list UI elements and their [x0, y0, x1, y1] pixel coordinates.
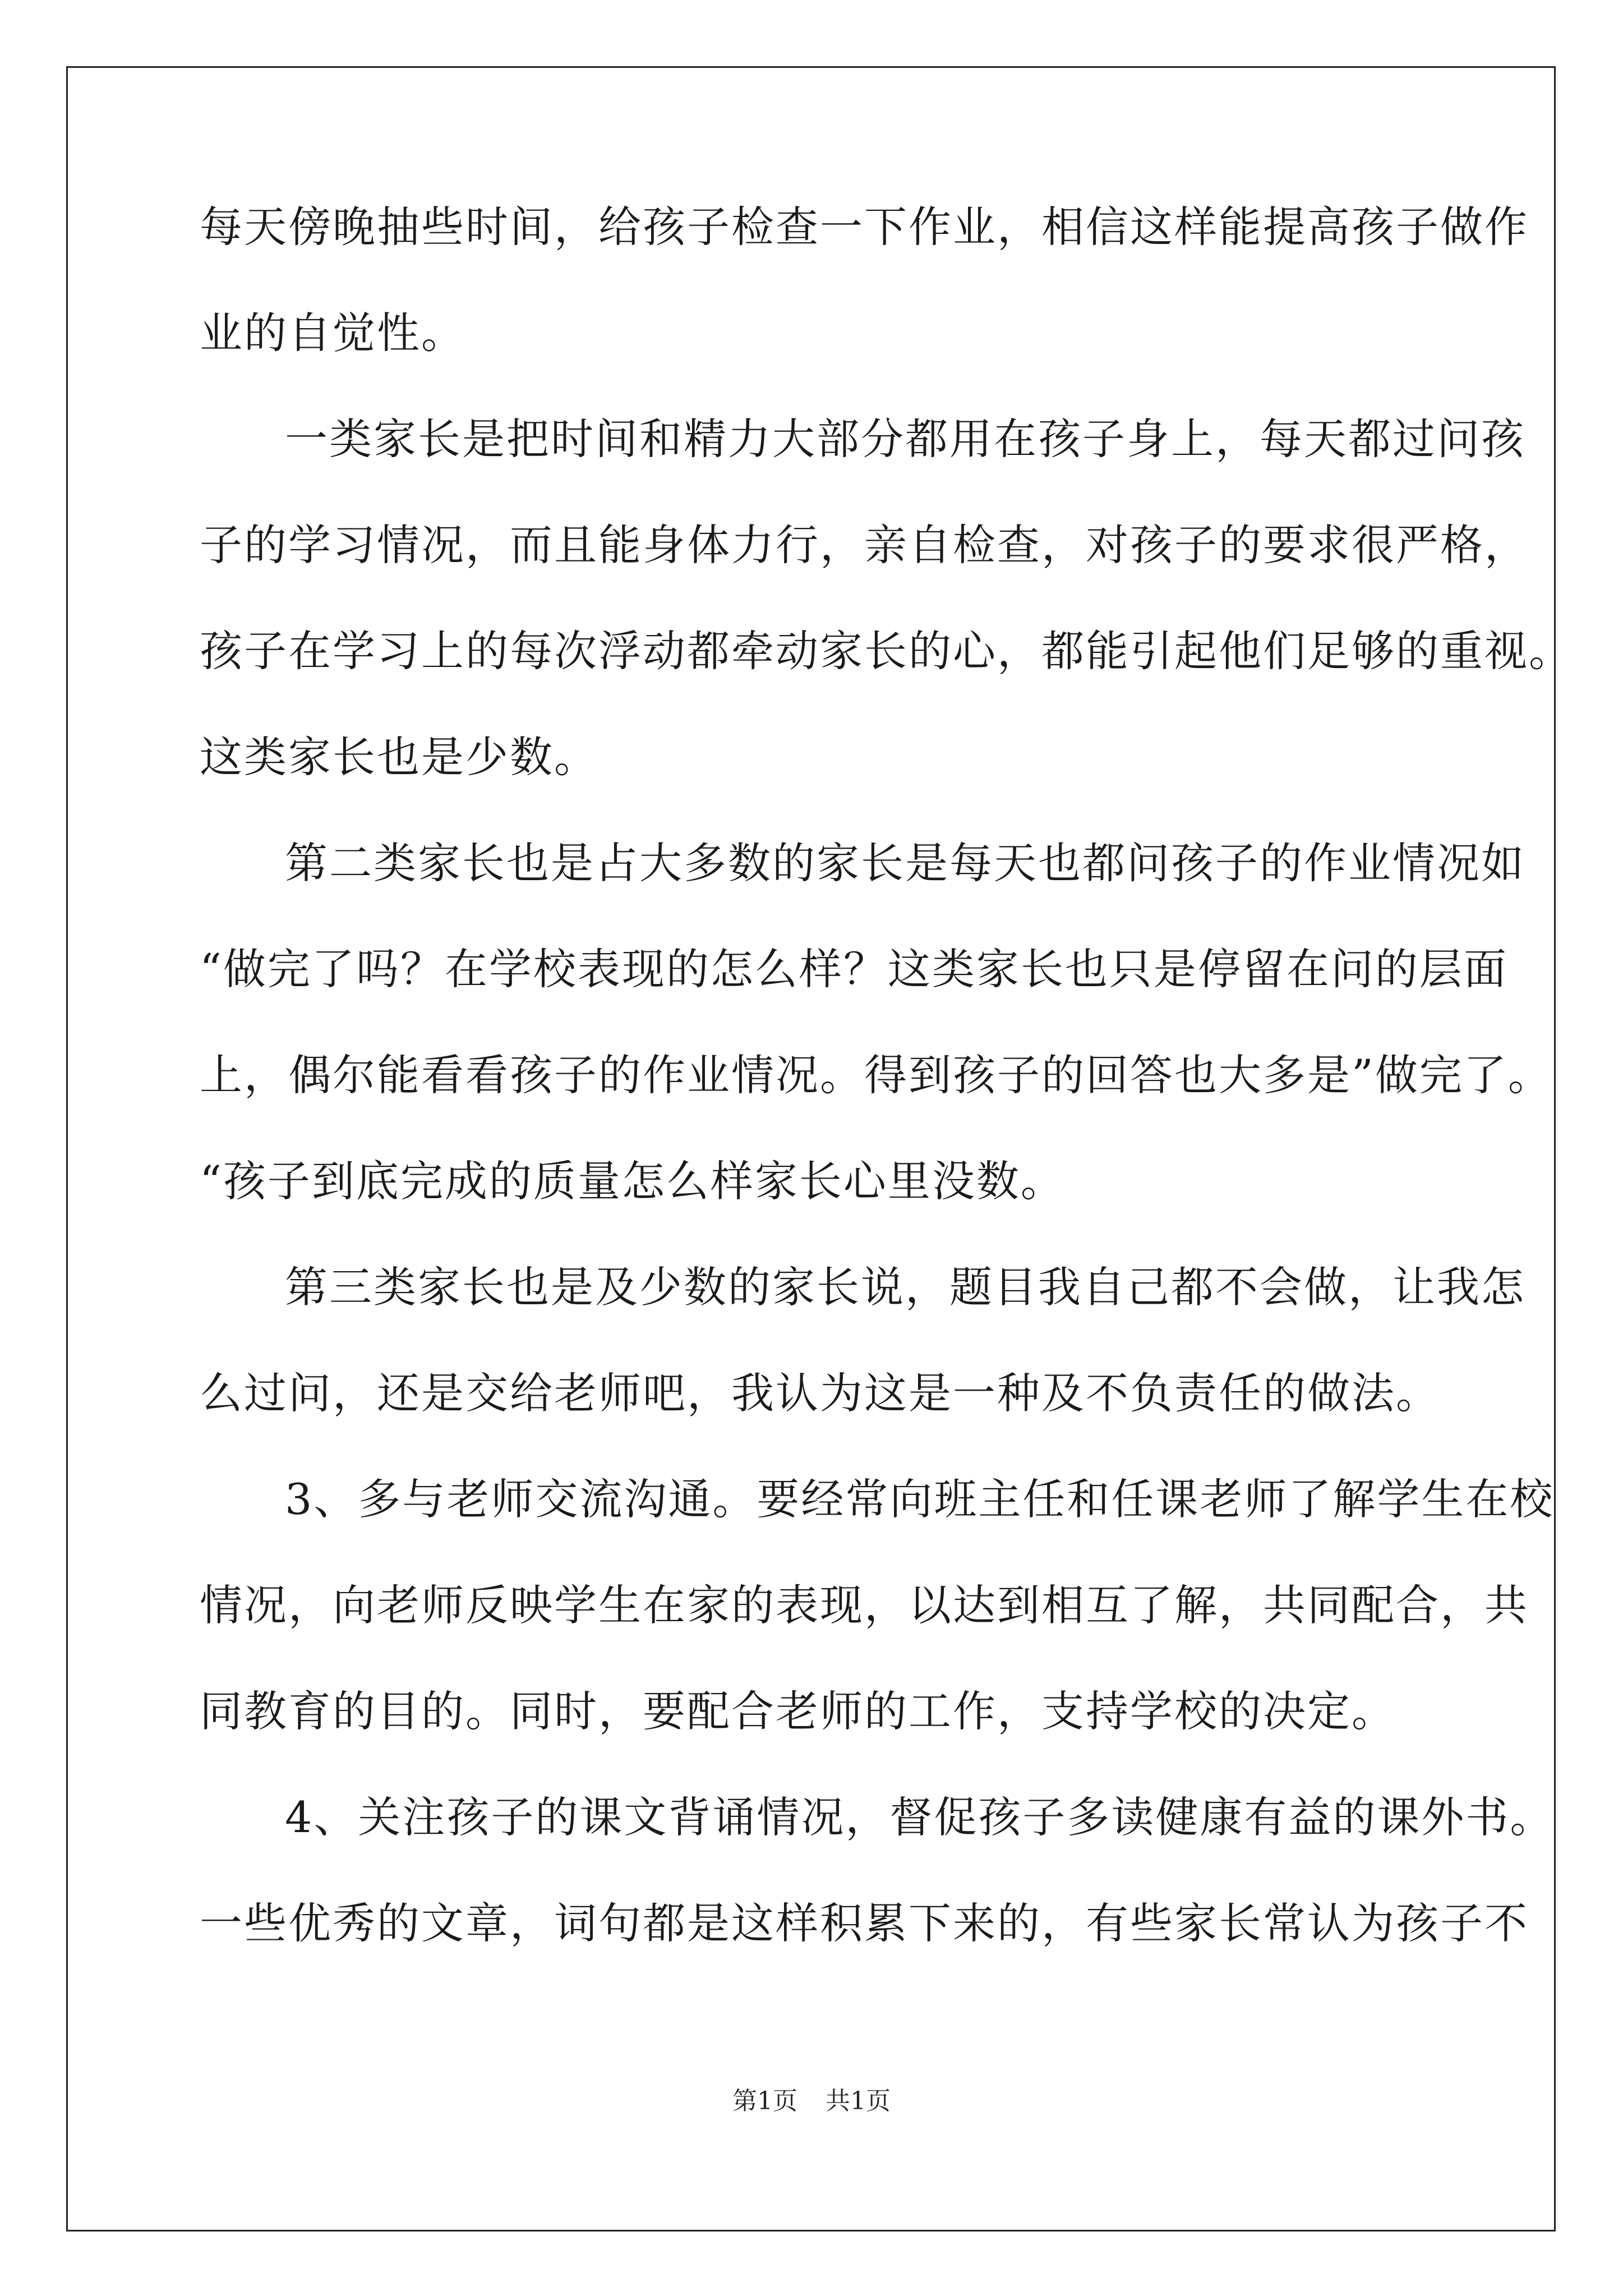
paragraph-start-line: 第三类家长也是及少数的家长说，题目我自己都不会做，让我怎: [285, 1262, 1525, 1312]
text-line: 业的自觉性。: [200, 308, 465, 358]
page-number-total: 共1页: [826, 2087, 891, 2115]
paragraph-start-line: 4、关注孩子的课文背诵情况，督促孩子多读健康有益的课外书。: [285, 1792, 1555, 1842]
text-line: 这类家长也是少数。: [200, 732, 598, 782]
paragraph-start-line: 3、多与老师交流沟通。要经常向班主任和任课老师了解学生在校: [285, 1474, 1555, 1524]
text-line: 每天傍晚抽些时间，给孩子检查一下作业，相信这样能提高孩子做作: [200, 202, 1529, 252]
page-footer: [0, 2086, 1623, 2117]
text-line: 子的学习情况，而且能身体力行，亲自检查，对孩子的要求很严格，: [200, 520, 1529, 570]
text-line: “做完了吗？在学校表现的怎么样？这类家长也只是停留在问的层面: [200, 944, 1508, 994]
text-line: 情况，向老师反映学生在家的表现，以达到相互了解，共同配合，共: [200, 1580, 1529, 1630]
paragraph-start-line: 一类家长是把时间和精力大部分都用在孩子身上，每天都过问孩: [285, 414, 1525, 464]
text-line: 一些优秀的文章，词句都是这样积累下来的，有些家长常认为孩子不: [200, 1898, 1529, 1948]
page-number-current: 第1页: [732, 2087, 797, 2115]
text-line: 孩子在学习上的每次浮动都牵动家长的心，都能引起他们足够的重视。: [200, 626, 1573, 676]
document-body: [200, 202, 1573, 2004]
text-line: 同教育的目的。同时，要配合老师的工作，支持学校的决定。: [200, 1686, 1396, 1736]
text-line: “孩子到底完成的质量怎么样家长心里没数。: [200, 1156, 1065, 1206]
text-line: 上，偶尔能看看孩子的作业情况。得到孩子的回答也大多是”做完了。: [200, 1050, 1552, 1100]
paragraph-start-line: 第二类家长也是占大多数的家长是每天也都问孩子的作业情况如: [285, 838, 1525, 888]
text-line: 么过问，还是交给老师吧，我认为这是一种及不负责任的做法。: [200, 1368, 1440, 1418]
